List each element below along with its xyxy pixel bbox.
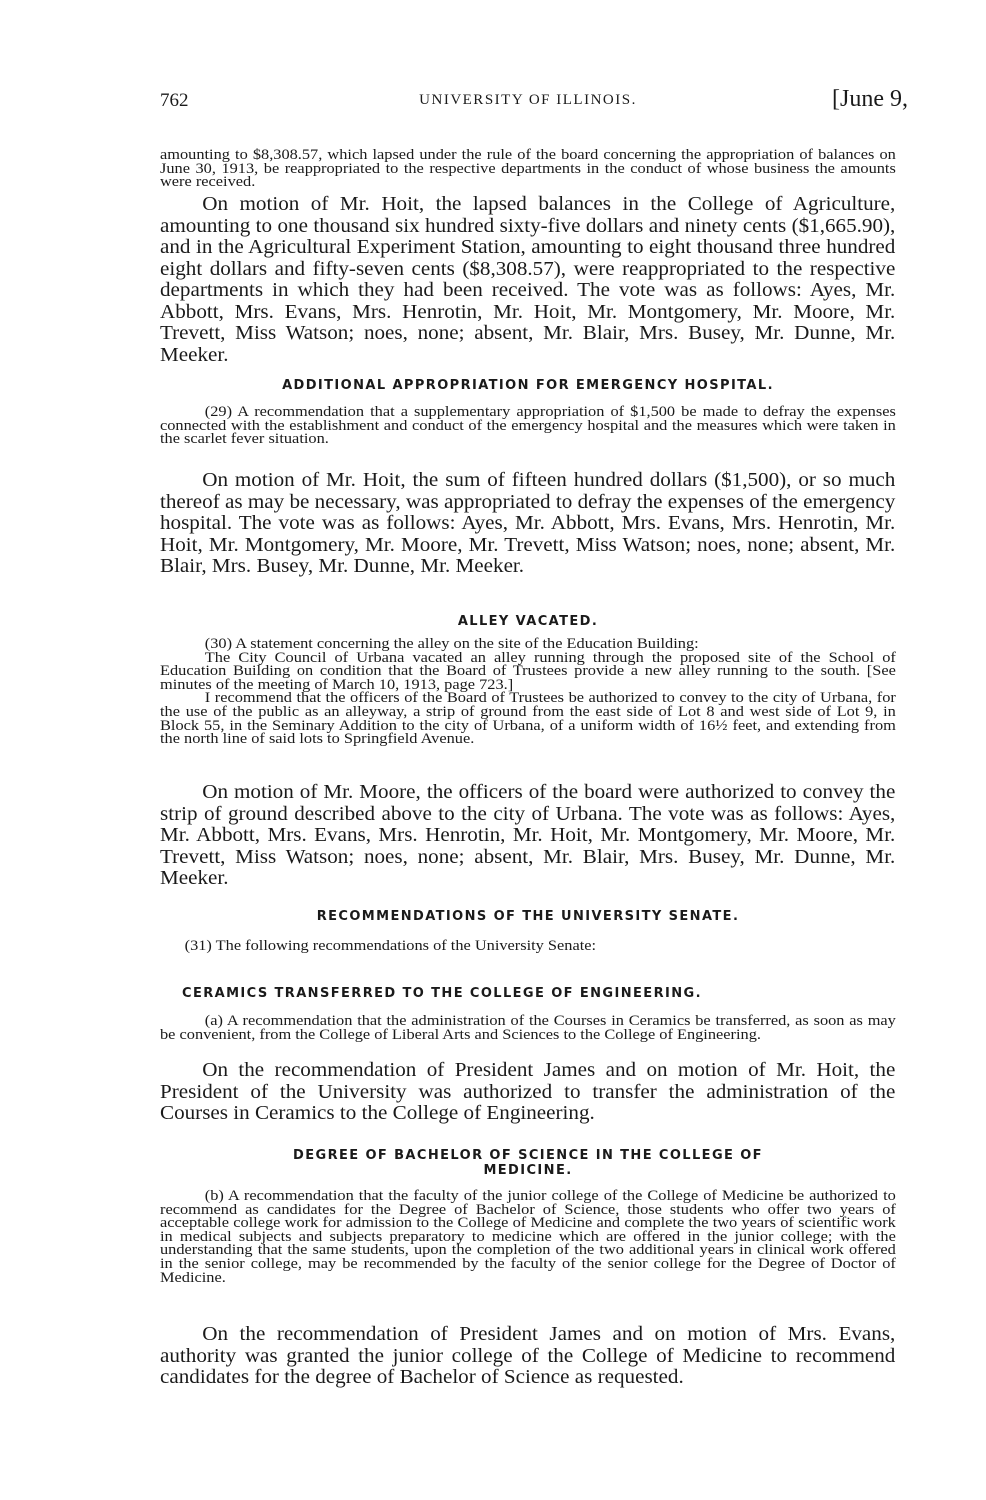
action-paragraph: On the recommendation of President James and on motion of Mr. Hoit, the President of the University was authorized to transfer the administration of the Courses in Ceramics to the College of Engineering. xyxy=(160,1059,896,1124)
agriculture-motion-block xyxy=(160,194,896,366)
action-paragraph: On motion of Mr. Hoit, the sum of fifteen hundred dollars ($1,500), or so much thereof as may be necessary, was appropriated to defray the expenses of the emergency hospital. The vote was as follows: Ayes, Mr. Abbott, Mrs. Evans, Mrs. Henrotin, Mr. Hoit, Mr. Montgomery, Mr. Moore, Mr. Trevett, Miss Watson; noes, none; absent, Mr. Blair, Mrs. Busey, Mr. Dunne, Mr. Meeker. xyxy=(160,469,896,577)
recommendation-paragraph: (b) A recommendation that the faculty of the junior college of the College of Medicine be authorized to recommend as candidates for the Degree of Bachelor of Science, those students who offer two years of acceptable college work for admission to the College of Medicine and complete the two years of scientific work in medical subjects and subjects preparatory to medicine which are offered in the junior college; with the understanding that the same students, upon the completion of the two additional years in clinical work offered in the senior college, may be recommended by the faculty of the senior college for the Degree of Doctor of Medicine. xyxy=(160,1188,896,1286)
senate-intro-block xyxy=(160,940,896,954)
emergency-hospital-action-block xyxy=(160,470,896,578)
section-alley-vacated xyxy=(160,614,896,629)
recommendation-paragraph: (29) A recommendation that a supplementary appropriation of $1,500 be made to defray the expenses connected with the establishment and conduct of the emergency hospital and the measures which were taken in the scarlet fever situation. xyxy=(160,404,896,448)
alley-statement-block xyxy=(160,638,896,747)
continued-paragraph-block xyxy=(160,149,896,190)
section-heading: ALLEY VACATED. xyxy=(457,614,599,629)
recommendation-paragraph: I recommend that the officers of the Board of Trustees be authorized to convey to the city of Urbana, for the use of the public as an alleyway, a strip of ground from the east side of Lot 8 and west side of Lot 9, in Block 55, in the Seminary Addition to the city of Urbana, of a uniform width of 16½ feet, and extending from the north line of said lots to Springfield Avenue. xyxy=(160,690,896,748)
statement-body-paragraph: The City Council of Urbana vacated an alley running through the proposed site of the School of Education Building on condition that the Board of Trustees provide a new alley running to the south. [See minutes of the meeting of March 10, 1913, page 723.] xyxy=(160,649,896,693)
bachelor-recommendation-block xyxy=(160,1190,896,1285)
section-university-senate xyxy=(160,909,896,924)
intro-paragraph: (31) The following recommendations of the University Senate: xyxy=(184,938,597,954)
ceramics-action-block xyxy=(160,1060,896,1125)
section-heading-line-2: MEDICINE. xyxy=(483,1163,573,1178)
ceramics-recommendation-block xyxy=(160,1015,896,1042)
section-heading: RECOMMENDATIONS OF THE UNIVERSITY SENATE. xyxy=(316,909,740,924)
recommendation-paragraph: (a) A recommendation that the administration of the Courses in Ceramics be transferred, as soon as may be convenient, from the College of Liberal Arts and Sciences to the College of Engineering. xyxy=(160,1013,896,1043)
bachelor-action-block xyxy=(160,1324,896,1389)
section-bachelor-of-science xyxy=(160,1148,896,1178)
statement-paragraph: (30) A statement concerning the alley on the site of the Education Building: xyxy=(204,636,699,652)
header-date: [June 9, xyxy=(832,86,908,112)
section-heading: ADDITIONAL APPROPRIATION FOR EMERGENCY HOSPITAL. xyxy=(282,378,774,393)
alley-action-block xyxy=(160,782,896,890)
emergency-hospital-recommendation-block xyxy=(160,406,896,447)
running-header xyxy=(160,86,908,114)
section-emergency-hospital xyxy=(160,378,896,393)
section-heading-line-1: DEGREE OF BACHELOR OF SCIENCE IN THE COLLEGE OF xyxy=(293,1148,763,1163)
continued-paragraph: amounting to $8,308.57, which lapsed under the rule of the board concerning the appropriation of balances on June 30, 1913, be reappropriated to the respective departments in the conduct of whose business the amounts were received. xyxy=(160,147,896,191)
action-paragraph: On motion of Mr. Moore, the officers of the board were authorized to convey the strip of ground described above to the city of Urbana. The vote was as follows: Ayes, Mr. Abbott, Mrs. Evans, Mrs. Henrotin, Mr. Hoit, Mr. Montgomery, Mr. Moore, Mr. Trevett, Miss Watson; noes, none; absent, Mr. Blair, Mrs. Busey, Mr. Dunne, Mr. Meeker. xyxy=(160,781,896,889)
agriculture-motion-paragraph: On motion of Mr. Hoit, the lapsed balances in the College of Agriculture, amounting to one thousand six hundred sixty-five dollars and ninety cents ($1,665.90), and in the Agricultural Experiment Station, amounting to eight thousand three hundred eight dollars and fifty-seven cents ($8,308.57), were reappropriated to the respective departments in which they had been received. The vote was as follows: Ayes, Mr. Abbott, Mrs. Evans, Mrs. Henrotin, Mr. Hoit, Mr. Montgomery, Mr. Moore, Mr. Trevett, Miss Watson; noes, none; absent, Mr. Blair, Mrs. Busey, Mr. Dunne, Mr. Meeker. xyxy=(160,193,896,366)
section-ceramics xyxy=(160,986,896,1001)
section-heading: CERAMICS TRANSFERRED TO THE COLLEGE OF ENGINEERING. xyxy=(182,986,702,1001)
action-paragraph: On the recommendation of President James and on motion of Mrs. Evans, authority was granted the junior college of the College of Medicine to recommend candidates for the degree of Bachelor of Science as requested. xyxy=(160,1323,896,1388)
running-title: UNIVERSITY OF ILLINOIS. xyxy=(419,92,637,108)
page-number: 762 xyxy=(160,90,189,111)
